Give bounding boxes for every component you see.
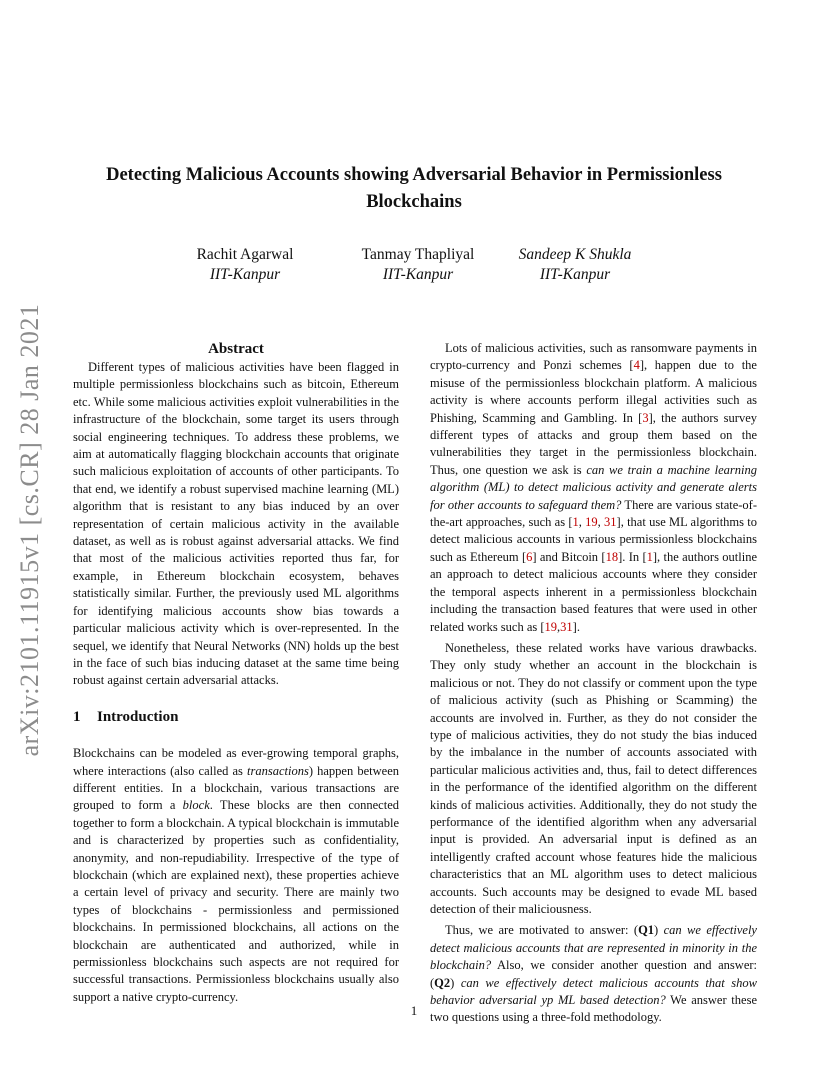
section-heading <box>73 709 399 726</box>
author-block <box>338 245 498 285</box>
intro-paragraph: Blockchains can be modeled as ever-growing temporal graphs, where interactions (also called as transactions) happen between different entities. In a blockchain, various transactions are grouped to form a block. These blocks are then connected together to form a blockchain. A typical blockchain is immutable and is characterized by properties such as confidentiality, anonymity, and non-repudiability. Irrespective of the type of blockchain (which are explained next), these properties achieve a certain level of privacy and security. There are mainly two types of blockchains - permissionless and permissioned blockchains. In permissioned blockchains, all actions on the blockchain are authenticated and authorized, while in permissionless blockchains such aspects are not required for successful transactions. Permissionless blockchains usually also support a native crypto-currency. <box>73 746 399 1004</box>
body-paragraph: Lots of malicious activities, such as ransomware payments in crypto-currency and Ponzi schemes [4], happen due to the misuse of the permissionless blockchain platform. A malicious activity is where accounts perform illegal activities such as Phishing, Scamming and Gambling. In [3], the authors survey different types of attacks and group them based on the vulnerabilities they target in the permissionless blockchain. Thus, one question we ask is can we train a machine learning algorithm (ML) to detect malicious activity and generate alerts for other accounts to safeguard them? There are various state-of-the-art approaches, such as [1, 19, 31], that use ML algorithms to detect malicious accounts in various permissionless blockchains such as Ethereum [6] and Bitcoin [18]. In [1], the authors outline an approach to detect malicious accounts where they consider the temporal aspects inherent in a permissionless blockchain including the transaction based features that were used in other related works such as [19,31]. <box>430 341 758 634</box>
page-number: 1 <box>410 1003 418 1018</box>
citation-link[interactable]: 1 <box>646 549 653 564</box>
section-number: 1 <box>73 708 81 725</box>
citation-link[interactable]: 3 <box>642 410 649 425</box>
citation-link[interactable]: 4 <box>633 358 640 373</box>
citation-link[interactable]: 31 <box>604 515 617 530</box>
citation-link[interactable]: 18 <box>605 549 619 564</box>
author-name: Rachit Agarwal <box>196 246 294 263</box>
right-column <box>430 340 757 1027</box>
body-paragraph: Nonetheless, these related works have various drawbacks. They only study whether an account in the blockchain is malicious or not. They do not classify or comment upon the type of malicious activity (such as Phishing or Scamming) the accounts are involved in. Further, as they do not consider the type of malicious activities, they do not study the bias induced by the imbalance in the number of accounts associated with particular malicious activities and, thus, fail to detect differences in the performance of the identified algorithm on the different kinds of malicious activities. Additionally, they do not study the performance of the identified algorithm when any adversarial input is provided. An adversarial input is defined as an intelligently crafted account whose features hide the malicious characteristics that an ML algorithm uses to detect malicious accounts. Such accounts may be designed to evade ML based detection of their maliciousness. <box>430 640 757 916</box>
author-affiliation: IIT-Kanpur <box>382 266 454 283</box>
citation-link[interactable]: 19 <box>544 619 558 634</box>
author-block <box>175 245 315 285</box>
author-name: Tanmay Thapliyal <box>361 246 475 263</box>
author-block <box>500 245 650 285</box>
author-name: Sandeep K Shukla <box>518 246 632 263</box>
arxiv-watermark <box>10 290 50 770</box>
abstract-text: Different types of malicious activities have been flagged in multiple permissionless blockchains such as bitcoin, Ethereum etc. While some malicious activities exploit vulnerabilities in the infrastructure of the blockchain, some target its users through social engineering techniques. To address these problems, we aim at automatically flagging blockchain accounts that originate such malicious exploitation of accounts of other participants. To that end, we identify a robust supervised machine learning (ML) algorithm that is resistant to any bias induced by an over representation of certain malicious activity in the available dataset, as well as is robust against adversarial attacks. We find that most of the malicious activities reported thus far, for example, in Ethereum blockchain ecosystem, behaves statistically similar. Further, the previously used ML algorithms for identifying malicious accounts show bias towards a particular malicious activity which is over-represented. In the sequel, we identify that Neural Networks (NN) holds up the best in the face of such bias inducing dataset at the same time being robust against certain adversarial attacks. <box>73 360 399 688</box>
arxiv-id: arXiv:2101.11915v1 [cs.CR] 28 Jan 2021 <box>15 303 44 757</box>
citation-link[interactable]: 1 <box>572 515 579 530</box>
citation-link[interactable]: 6 <box>526 549 533 564</box>
author-affiliation: IIT-Kanpur <box>539 266 611 283</box>
abstract-heading: Abstract <box>208 341 264 357</box>
author-affiliation: IIT-Kanpur <box>209 266 281 283</box>
body-paragraph: Thus, we are motivated to answer: (Q1) can we effectively detect malicious accounts that are represented in minority in the blockchain? Also, we consider another question and answer: (Q2) can we effectively detect malicious accounts that show behavior adversarial yp ML based detection? We answer these two questions using a three-fold methodology. <box>430 923 757 1025</box>
left-column <box>73 340 399 1006</box>
citation-link[interactable]: 19 <box>585 515 598 530</box>
citation-link[interactable]: 31 <box>560 619 573 634</box>
section-title: Introduction <box>97 708 179 725</box>
paper-title: Detecting Malicious Accounts showing Adversarial Behavior in Permissionless Blockchains <box>106 165 722 212</box>
